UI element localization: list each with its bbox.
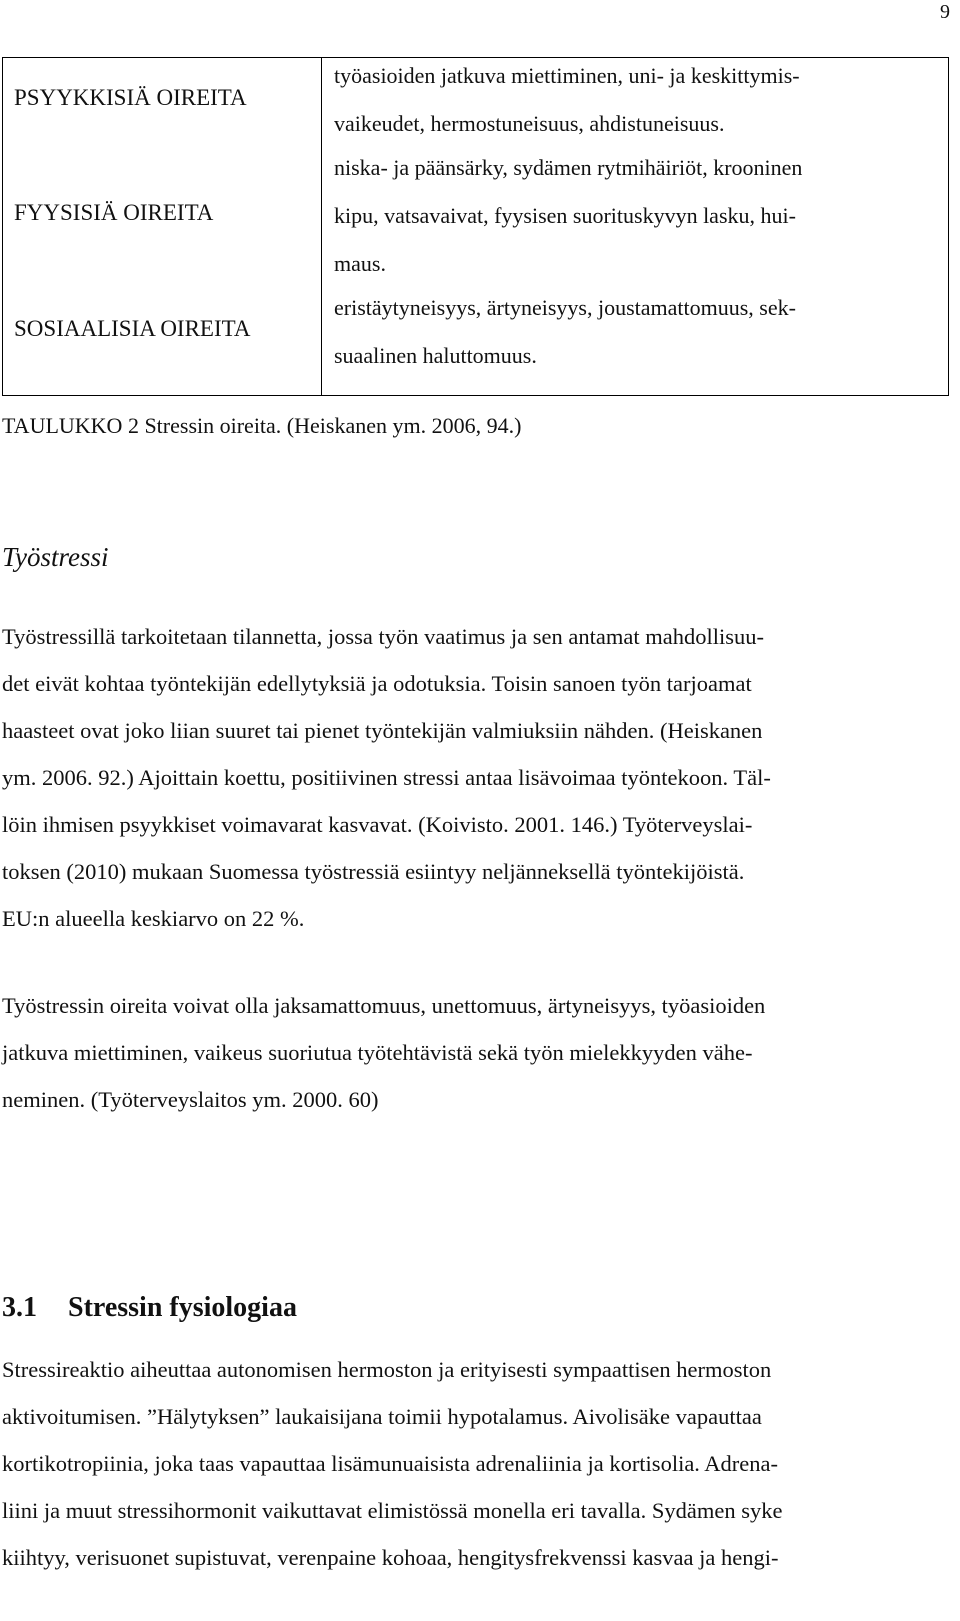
heading-number: 3.1 bbox=[2, 1292, 37, 1323]
section-heading bbox=[2, 1290, 297, 1326]
category-social: SOSIAALISIA OIREITA bbox=[14, 316, 251, 341]
symptoms-psychological: työasioiden jatkuva miettiminen, uni- ja keskittymis- vaikeudet, hermostuneisuus, ahdistuneisuus. bbox=[334, 63, 800, 136]
page-number: 9 bbox=[940, 1, 950, 23]
paragraph-work-stress: Työstressillä tarkoitetaan tilannetta, jossa työn vaatimus ja sen antamat mahdollisuu- det eivät kohtaa työntekijän edellytyksiä ja odotuksia. Toisin sanoen työn tarjoamat haasteet ovat joko liian suuret tai pienet työntekijän valmiuksiin nähden. (Heiskanen ym. 2006. 92.) Ajoittain koettu, positiivinen stressi antaa lisävoimaa työntekoon. Täl- löin ihmisen psyykkiset voimavarat kasvavat. (Koivisto. 2001. 146.) Työterveyslai- toksen (2010) mukaan Suomessa työstressiä esiintyy neljänneksellä työntekijöistä. EU:n alueella keskiarvo on 22 %. bbox=[2, 624, 771, 931]
paragraph-work-stress-symptoms: Työstressin oireita voivat olla jaksamattomuus, unettomuus, ärtyneisyys, työasioiden jatkuva miettiminen, vaikeus suoriutua työtehtävistä sekä työn mielekkyyden vähe- neminen. (Työterveyslaitos ym. 2000. 60) bbox=[2, 993, 766, 1112]
category-physical: FYYSISIÄ OIREITA bbox=[14, 200, 214, 225]
symptoms-social: eristäytyneisyys, ärtyneisyys, joustamattomuus, sek- suaalinen haluttomuus. bbox=[334, 295, 796, 368]
paragraph-physiology: Stressireaktio aiheuttaa autonomisen hermoston ja erityisesti sympaattisen hermoston aktivoitumisen. ”Hälytyksen” laukaisijana toimii hypotalamus. Aivolisäke vapauttaa kortikotropiinia, joka taas vapauttaa lisämunuaisista adrenaliinia ja kortisolia. Adrena- liini ja muut stressihormonit vaikuttavat elimistössä monella eri tavalla. Sydämen syke kiihtyy, verisuonet supistuvat, verenpaine kohoaa, hengitysfrekvenssi kasvaa ja hengi- bbox=[2, 1357, 783, 1570]
category-psychological: PSYYKKISIÄ OIREITA bbox=[14, 85, 247, 110]
heading-title: Stressin fysiologiaa bbox=[68, 1292, 297, 1323]
table-caption: TAULUKKO 2 Stressin oireita. (Heiskanen ym. 2006, 94.) bbox=[2, 413, 522, 438]
symptoms-physical: niska- ja päänsärky, sydämen rytmihäiriöt, krooninen kipu, vatsavaivat, fyysisen suorituskyvyn lasku, hui- maus. bbox=[334, 155, 803, 276]
section-title: Työstressi bbox=[2, 542, 109, 572]
